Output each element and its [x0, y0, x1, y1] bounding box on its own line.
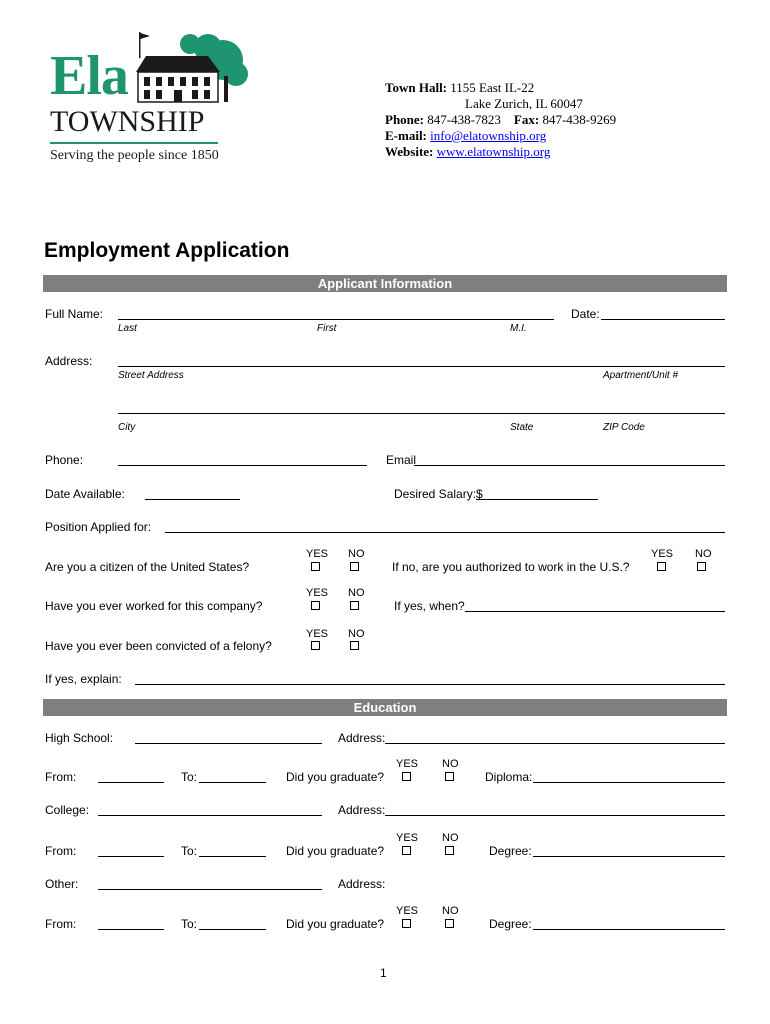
- other-from-field[interactable]: [98, 929, 164, 930]
- high-school-field[interactable]: [135, 743, 322, 744]
- section-header-applicant: Applicant Information: [43, 275, 727, 292]
- other-graduate-question: Did you graduate?: [286, 917, 385, 931]
- street-address-field[interactable]: [118, 366, 725, 367]
- logo-township: TOWNSHIP: [50, 105, 205, 138]
- college-yes-checkbox[interactable]: [402, 846, 411, 855]
- high-school-yes-label: YES: [396, 758, 419, 770]
- date-label: Date:: [571, 307, 600, 321]
- other-no-checkbox[interactable]: [445, 919, 454, 928]
- address-line2: Lake Zurich, IL 60047: [465, 96, 583, 111]
- logo-rule: [50, 142, 218, 144]
- college-yes-label: YES: [396, 832, 419, 844]
- felony-yes-checkbox[interactable]: [311, 641, 320, 650]
- high-school-address-label: Address:: [338, 731, 386, 745]
- fax-value: 847-438-9269: [542, 112, 617, 127]
- college-degree-label: Degree:: [489, 844, 532, 858]
- diploma-label: Diploma:: [485, 770, 533, 784]
- other-to-field[interactable]: [199, 929, 266, 930]
- full-name-field[interactable]: [118, 319, 554, 320]
- phone-field[interactable]: [118, 465, 367, 466]
- date-available-label: Date Available:: [45, 487, 125, 501]
- date-field[interactable]: [601, 319, 725, 320]
- full-name-label: Full Name:: [45, 307, 104, 321]
- high-school-no-checkbox[interactable]: [445, 772, 454, 781]
- high-school-no-label: NO: [442, 758, 459, 770]
- other-field[interactable]: [98, 889, 322, 890]
- town-hall-logo-icon: [128, 30, 250, 108]
- high-school-graduate-question: Did you graduate?: [286, 770, 385, 784]
- citizen-no-checkbox[interactable]: [350, 562, 359, 571]
- fax-label: Fax:: [513, 112, 540, 127]
- felony-question: Have you ever been convicted of a felony?: [45, 639, 272, 653]
- college-label: College:: [45, 803, 90, 817]
- zip-hint: ZIP Code: [603, 422, 645, 433]
- first-name-hint: First: [317, 323, 337, 334]
- high-school-to-field[interactable]: [199, 782, 266, 783]
- website-link[interactable]: www.elatownship.org: [436, 144, 551, 159]
- college-no-checkbox[interactable]: [445, 846, 454, 855]
- other-to-label: To:: [181, 917, 198, 931]
- college-to-field[interactable]: [199, 856, 266, 857]
- high-school-label: High School:: [45, 731, 114, 745]
- worked-no-label: NO: [348, 587, 365, 599]
- college-no-label: NO: [442, 832, 459, 844]
- college-to-label: To:: [181, 844, 198, 858]
- high-school-address-field[interactable]: [385, 743, 725, 744]
- email-label: E-mail:: [385, 128, 427, 143]
- other-no-label: NO: [442, 905, 459, 917]
- authorized-no-label: NO: [695, 548, 712, 560]
- date-available-field[interactable]: [145, 499, 240, 500]
- position-field[interactable]: [165, 532, 725, 533]
- logo-ela: Ela: [50, 45, 128, 107]
- email-field-label: Email: [386, 453, 417, 467]
- citizen-yes-checkbox[interactable]: [311, 562, 320, 571]
- street-address-hint: Street Address: [118, 370, 184, 381]
- felony-no-label: NO: [348, 628, 365, 640]
- worked-no-checkbox[interactable]: [350, 601, 359, 610]
- college-field[interactable]: [98, 815, 322, 816]
- phone-label: Phone:: [385, 112, 424, 127]
- desired-salary-field[interactable]: [476, 499, 598, 500]
- address-line1: 1155 East IL-22: [450, 80, 535, 95]
- when-field[interactable]: [465, 611, 725, 612]
- logo-tagline: Serving the people since 1850: [50, 148, 219, 163]
- mi-hint: M.I.: [510, 323, 527, 334]
- phone-value: 847-438-7823: [427, 112, 501, 127]
- college-address-field[interactable]: [385, 815, 725, 816]
- college-from-label: From:: [45, 844, 77, 858]
- email-link[interactable]: info@elatownship.org: [430, 128, 547, 143]
- other-yes-checkbox[interactable]: [402, 919, 411, 928]
- last-name-hint: Last: [118, 323, 137, 334]
- position-label: Position Applied for:: [45, 520, 152, 534]
- other-degree-label: Degree:: [489, 917, 532, 931]
- college-from-field[interactable]: [98, 856, 164, 857]
- other-from-label: From:: [45, 917, 77, 931]
- page-title: Employment Application: [44, 239, 290, 262]
- high-school-yes-checkbox[interactable]: [402, 772, 411, 781]
- section-header-education: Education: [43, 699, 727, 716]
- worked-yes-label: YES: [306, 587, 329, 599]
- college-address-label: Address:: [338, 803, 386, 817]
- college-graduate-question: Did you graduate?: [286, 844, 385, 858]
- phone-field-label: Phone:: [45, 453, 84, 467]
- high-school-from-field[interactable]: [98, 782, 164, 783]
- page-number: 1: [380, 966, 387, 980]
- city-hint: City: [118, 422, 136, 433]
- when-label: If yes, when?: [394, 599, 465, 613]
- other-yes-label: YES: [396, 905, 419, 917]
- citizen-no-label: NO: [348, 548, 365, 560]
- email-field[interactable]: [414, 465, 725, 466]
- other-degree-field[interactable]: [533, 929, 725, 930]
- explain-label: If yes, explain:: [45, 672, 122, 686]
- apartment-hint: Apartment/Unit #: [603, 370, 679, 381]
- college-degree-field[interactable]: [533, 856, 725, 857]
- high-school-from-label: From:: [45, 770, 77, 784]
- explain-field[interactable]: [135, 684, 725, 685]
- felony-no-checkbox[interactable]: [350, 641, 359, 650]
- authorized-yes-checkbox[interactable]: [657, 562, 666, 571]
- authorized-question: If no, are you authorized to work in the U.S.?: [392, 560, 630, 574]
- worked-question: Have you ever worked for this company?: [45, 599, 263, 613]
- citizen-question: Are you a citizen of the United States?: [45, 560, 250, 574]
- felony-yes-label: YES: [306, 628, 329, 640]
- town-hall-label: Town Hall:: [385, 80, 448, 95]
- authorized-yes-label: YES: [651, 548, 674, 560]
- other-label: Other:: [45, 877, 79, 891]
- other-address-label: Address:: [338, 877, 386, 891]
- diploma-field[interactable]: [533, 782, 725, 783]
- high-school-to-label: To:: [181, 770, 198, 784]
- citizen-yes-label: YES: [306, 548, 329, 560]
- address-label: Address:: [45, 354, 93, 368]
- website-label: Website:: [385, 144, 434, 159]
- desired-salary-label: Desired Salary:$: [394, 487, 483, 501]
- authorized-no-checkbox[interactable]: [697, 562, 706, 571]
- worked-yes-checkbox[interactable]: [311, 601, 320, 610]
- city-state-zip-field[interactable]: [118, 413, 725, 414]
- state-hint: State: [510, 422, 534, 433]
